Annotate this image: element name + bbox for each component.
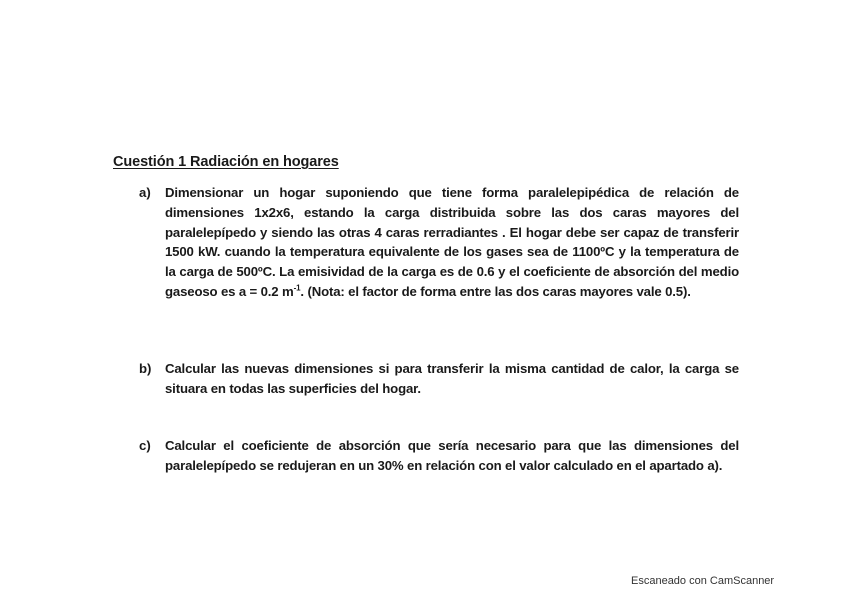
- question-text: Calcular las nuevas dimensiones si para transferir la misma cantidad de calor, la carga se situara en todas las superficies del hogar.: [165, 361, 739, 396]
- question-marker: c): [139, 438, 151, 453]
- question-text: Calcular el coeficiente de absorción que sería necesario para que las dimensiones del paralelepípedo se redujeran en un 30% en relación con el valor calculado en el apartado a).: [165, 438, 739, 473]
- question-text-main: Dimensionar un hogar suponiendo que tiene forma paralelepipédica de relación de dimensiones 1x2x6, estando la carga distribuida sobre las dos caras mayores del paralelepípedo y siendo las otras 4 caras rerradiantes . El hogar debe ser capaz de transferir 1500 kW. cuando la temperatura equivalente de los gases sea de 1100ºC y la temperatura de la carga de 500ºC. La emisividad de la carga es de 0.6 y el coeficiente de absorción del medio gaseoso es a = 0.2 m: [165, 185, 739, 299]
- unit-exponent: -1: [293, 283, 301, 293]
- question-text-tail: . (Nota: el factor de forma entre las dos caras mayores vale 0.5).: [300, 283, 691, 299]
- scanner-watermark: Escaneado con CamScanner: [631, 575, 775, 587]
- question-item-b: [139, 359, 739, 399]
- question-title: Cuestión 1 Radiación en hogares: [113, 154, 339, 170]
- question-item-a: [139, 183, 739, 302]
- question-text: [165, 183, 739, 302]
- question-marker: a): [139, 185, 151, 200]
- question-item-c: [139, 436, 739, 476]
- question-marker: b): [139, 361, 152, 376]
